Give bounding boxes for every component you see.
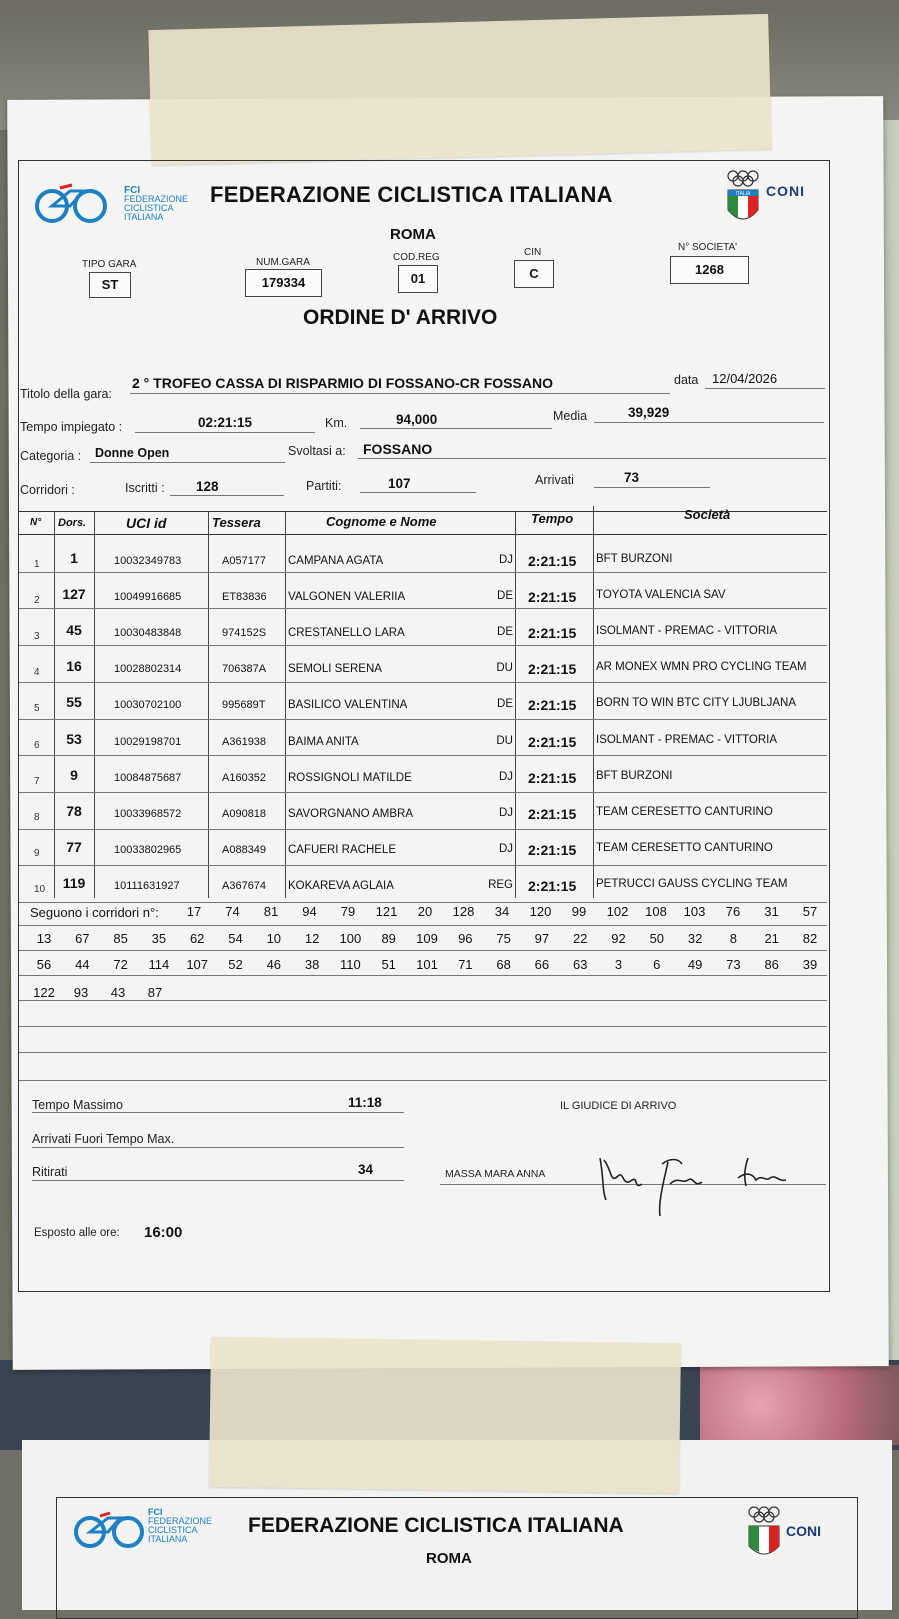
following-number: 38 <box>304 957 320 972</box>
race-title: 2 ° TROFEO CASSA DI RISPARMIO DI FOSSANO-CR FOSSANO <box>132 375 553 391</box>
partiti-underline <box>360 492 476 493</box>
cell-cat: DE <box>497 698 513 711</box>
following-number: 73 <box>726 957 741 972</box>
cell-cat: DE <box>497 626 513 639</box>
following-number: 67 <box>75 931 90 946</box>
media-underline <box>594 422 824 423</box>
cell-tessera: ET83836 <box>222 591 267 604</box>
fci-abbrev: FCI <box>148 1507 163 1517</box>
cell-name: CAFUERI RACHELE <box>288 843 396 856</box>
second-sheet-title: FEDERAZIONE CICLISTICA ITALIANA <box>248 1514 624 1537</box>
second-sheet-city: ROMA <box>426 1550 472 1567</box>
esposto-label: Esposto alle ore: <box>34 1227 120 1239</box>
cell-team: TEAM CERESETTO CANTURINO <box>596 841 773 854</box>
cell-pos: 7 <box>34 775 40 787</box>
tipo-gara-box: ST <box>89 272 131 298</box>
cell-uci: 10033802965 <box>114 843 182 856</box>
following-number: 96 <box>458 931 473 946</box>
cell-tessera: A088349 <box>222 843 267 856</box>
cell-cat: DJ <box>498 806 513 819</box>
following-number: 122 <box>33 985 55 1000</box>
cell-pos: 6 <box>34 739 40 751</box>
cell-name: SEMOLI SERENA <box>288 663 382 676</box>
federation-title: FEDERAZIONE CICLISTICA ITALIANA <box>210 182 613 207</box>
following-number: 52 <box>228 957 243 972</box>
following-number: 92 <box>611 931 626 946</box>
cell-time: 2:21:15 <box>528 589 577 606</box>
cell-pos: 8 <box>34 811 40 823</box>
cell-uci: 10028802314 <box>114 663 182 676</box>
cell-team: TOYOTA VALENCIA SAV <box>596 589 726 602</box>
fci-abbrev: FCI <box>124 185 141 196</box>
following-number: 12 <box>304 931 320 946</box>
fci-sub-3: ITALIANA <box>124 212 164 222</box>
cell-tessera: 995689T <box>222 699 266 712</box>
fci-sub-1: FEDERAZIONE <box>124 194 189 204</box>
iscritti-label: Iscritti : <box>125 481 165 495</box>
following-number: 101 <box>416 957 438 972</box>
partiti-value: 107 <box>388 476 411 491</box>
following-number: 79 <box>340 904 356 919</box>
row-divider <box>19 755 827 756</box>
following-number: 107 <box>186 957 209 972</box>
cell-cat: DU <box>496 662 513 675</box>
race-category: Donne Open <box>95 446 170 460</box>
following-number: 75 <box>496 931 511 946</box>
header-name: Cognome e Nome <box>326 514 437 529</box>
cell-tessera: A057177 <box>222 555 267 567</box>
cell-tessera: A367674 <box>222 879 267 892</box>
cell-cat: DU <box>496 734 513 747</box>
document-title: ORDINE D' ARRIVO <box>303 306 498 329</box>
signature-icon <box>598 1150 798 1220</box>
arrivati-value: 73 <box>624 470 640 485</box>
masking-tape-top <box>148 14 771 165</box>
ritirati-underline <box>32 1180 404 1181</box>
cell-dors: 119 <box>62 874 86 891</box>
num-societa-box: 1268 <box>670 256 749 284</box>
cell-tessera: A090818 <box>222 807 267 820</box>
cell-time: 2:21:15 <box>528 661 577 678</box>
cell-pos: 9 <box>34 847 40 859</box>
svoltasi-label: Svoltasi a: <box>288 444 346 458</box>
header-pos: N° <box>30 517 42 528</box>
header-dors: Dors. <box>58 517 87 529</box>
cell-tessera: 974152S <box>222 627 267 640</box>
cell-uci: 10084875687 <box>114 771 182 784</box>
race-media: 39,929 <box>628 405 670 420</box>
following-number: 31 <box>764 904 779 919</box>
following-number: 97 <box>534 931 550 946</box>
cell-uci: 10032349783 <box>114 555 182 567</box>
following-number: 66 <box>534 957 550 972</box>
cell-cat: DE <box>497 590 513 603</box>
following-number: 56 <box>36 957 52 972</box>
km-underline <box>360 428 552 429</box>
tempo-massimo-label: Tempo Massimo <box>32 1098 123 1112</box>
following-number: 44 <box>75 957 90 972</box>
fci-sub-2: CICLISTICA <box>148 1525 198 1535</box>
cell-pos: 1 <box>34 559 40 570</box>
ritirati-value: 34 <box>358 1162 374 1177</box>
following-number: 93 <box>73 985 89 1000</box>
header-team: Società <box>684 507 731 522</box>
cell-name: BASILICO VALENTINA <box>288 699 408 712</box>
following-number: 51 <box>381 957 396 972</box>
following-number: 10 <box>266 931 282 946</box>
cell-uci: 10049916685 <box>114 591 182 604</box>
cell-uci: 10030702100 <box>114 699 182 712</box>
coni-logo-icon <box>744 1504 784 1564</box>
following-number: 94 <box>302 904 317 919</box>
following-number: 49 <box>687 957 703 972</box>
cell-pos: 10 <box>34 883 46 895</box>
row-divider <box>19 608 827 609</box>
following-number: 68 <box>496 957 511 972</box>
arrivati-label: Arrivati <box>535 473 574 487</box>
federation-city: ROMA <box>390 226 436 243</box>
following-number: 72 <box>113 957 128 972</box>
corridori-label: Corridori : <box>20 483 75 497</box>
cell-dors: 53 <box>66 730 82 747</box>
italia-text: ITALIA <box>735 191 751 197</box>
cell-dors: 78 <box>66 802 82 819</box>
cod-reg-box: 01 <box>398 265 438 293</box>
cell-uci: 10033968572 <box>114 807 182 820</box>
following-number: 34 <box>494 904 510 919</box>
cell-tessera: 706387A <box>222 663 267 676</box>
tempo-underline <box>135 432 315 433</box>
coni-text: CONI <box>766 183 805 199</box>
cell-dors: 77 <box>66 838 82 855</box>
ritirati-label: Ritirati <box>32 1165 68 1179</box>
cell-uci: 10111631927 <box>114 879 180 892</box>
cell-cat: REG <box>488 878 513 891</box>
fci-sub-3: ITALIANA <box>148 1534 188 1544</box>
tempo-massimo-value: 11:18 <box>348 1095 382 1110</box>
tipo-gara-label: TIPO GARA <box>82 259 137 270</box>
categoria-label: Categoria : <box>20 449 82 463</box>
following-number: 50 <box>649 931 665 946</box>
fuori-tempo-underline <box>32 1147 404 1148</box>
follow-line <box>19 925 827 926</box>
cell-dors: 45 <box>66 622 82 639</box>
follow-line <box>19 975 827 976</box>
fci-sub-2: CICLISTICA <box>124 203 174 213</box>
following-number: 82 <box>802 931 818 946</box>
following-number: 62 <box>189 931 205 946</box>
cell-time: 2:21:15 <box>528 733 577 750</box>
cell-cat: DJ <box>498 770 513 783</box>
titolo-label: Titolo della gara: <box>20 387 112 401</box>
cell-uci: 10030483848 <box>114 627 182 640</box>
num-societa-label: N° SOCIETA' <box>678 242 738 253</box>
following-label: Seguono i corridori n°: <box>30 905 159 920</box>
following-number: 57 <box>802 904 818 919</box>
following-number: 54 <box>228 931 243 946</box>
cin-box: C <box>514 260 554 288</box>
cell-pos: 3 <box>34 631 40 643</box>
table-header-border <box>19 534 827 535</box>
col-divider <box>593 506 594 898</box>
header-uci: UCI id <box>126 515 167 531</box>
row-divider <box>19 902 827 903</box>
svoltasi-underline <box>358 458 826 459</box>
cell-time: 2:21:15 <box>528 769 577 786</box>
following-number: 20 <box>417 904 433 919</box>
tempo-label: Tempo impiegato : <box>20 420 123 434</box>
cell-name: KOKAREVA AGLAIA <box>288 879 394 892</box>
header-tessera: Tessera <box>212 515 261 530</box>
row-divider <box>19 682 827 683</box>
cell-team: ISOLMANT - PREMAC - VITTORIA <box>596 733 778 746</box>
following-number: 102 <box>606 904 629 919</box>
fci-small-text <box>124 186 188 222</box>
km-label: Km. <box>325 416 348 430</box>
follow-line <box>19 1026 827 1027</box>
cell-tessera: A361938 <box>222 735 267 748</box>
following-number: 6 <box>653 957 661 972</box>
col-divider <box>208 512 209 898</box>
following-number: 46 <box>266 957 282 972</box>
following-number: 109 <box>416 931 438 946</box>
cell-time: 2:21:15 <box>528 841 577 858</box>
following-number: 21 <box>764 931 779 946</box>
masking-tape-bottom <box>209 1337 681 1494</box>
cell-dors: 9 <box>70 766 78 783</box>
row-divider <box>19 829 827 830</box>
fci-sub-1: FEDERAZIONE <box>148 1516 213 1526</box>
following-number: 17 <box>186 904 202 919</box>
arrivati-underline <box>594 487 710 488</box>
race-km: 94,000 <box>396 412 438 427</box>
following-number: 128 <box>452 904 475 919</box>
cell-team: TEAM CERESETTO CANTURINO <box>596 805 773 818</box>
cell-time: 2:21:15 <box>528 805 577 822</box>
iscritti-underline <box>170 495 284 496</box>
cell-name: ROSSIGNOLI MATILDE <box>288 771 412 784</box>
cell-tessera: A160352 <box>222 771 267 784</box>
following-number: 81 <box>263 904 279 919</box>
num-gara-box: 179334 <box>245 269 322 297</box>
cell-name: VALGONEN VALERIIA <box>288 591 406 604</box>
row-divider <box>19 572 827 573</box>
cell-time: 2:21:15 <box>528 697 577 714</box>
following-number: 114 <box>148 957 170 972</box>
iscritti-value: 128 <box>196 479 219 494</box>
cell-dors: 55 <box>66 694 82 711</box>
following-number: 99 <box>571 904 587 919</box>
race-date: 12/04/2026 <box>712 371 778 386</box>
cell-pos: 5 <box>34 703 40 715</box>
giudice-label: IL GIUDICE DI ARRIVO <box>560 1100 677 1112</box>
partiti-label: Partiti: <box>306 479 342 493</box>
cell-name: CRESTANELLO LARA <box>288 627 405 640</box>
cell-time: 2:21:15 <box>528 553 577 569</box>
esposto-value: 16:00 <box>144 1224 183 1241</box>
cell-team: BFT BURZONI <box>596 769 673 782</box>
following-number: 89 <box>381 931 396 946</box>
coni-logo-icon <box>722 168 764 228</box>
row-divider <box>19 645 827 646</box>
col-divider <box>515 512 516 898</box>
categoria-underline <box>90 462 285 463</box>
fci-logo-icon <box>70 1510 150 1550</box>
row-divider <box>19 865 827 866</box>
fci-logo-icon <box>32 182 112 226</box>
cell-name: CAMPANA AGATA <box>288 555 384 567</box>
following-number: 121 <box>375 904 398 919</box>
cell-dors: 127 <box>62 586 86 603</box>
cell-time: 2:21:15 <box>528 625 577 642</box>
following-number: 120 <box>529 904 552 919</box>
following-number: 108 <box>645 904 667 919</box>
cin-label: CIN <box>524 247 542 258</box>
cell-time: 2:21:15 <box>528 877 577 894</box>
cell-pos: 4 <box>34 667 40 679</box>
following-number: 76 <box>725 904 741 919</box>
following-number: 39 <box>802 957 818 972</box>
following-number: 22 <box>572 931 588 946</box>
race-location: FOSSANO <box>363 441 433 457</box>
following-number: 71 <box>458 957 473 972</box>
data-label: data <box>674 373 699 387</box>
header-time: Tempo <box>531 511 574 526</box>
following-number: 110 <box>340 957 361 972</box>
data-underline <box>705 388 825 389</box>
media-label: Media <box>553 409 588 423</box>
cell-team: ISOLMANT - PREMAC - VITTORIA <box>596 625 778 638</box>
cell-team: BFT BURZONI <box>596 553 673 565</box>
cell-uci: 10029198701 <box>114 735 182 748</box>
following-number: 3 <box>614 957 623 972</box>
following-number: 100 <box>339 931 362 946</box>
following-number: 43 <box>110 985 126 1000</box>
cell-dors: 16 <box>66 658 82 675</box>
row-divider <box>19 792 827 793</box>
giudice-name: MASSA MARA ANNA <box>445 1168 546 1180</box>
cell-pos: 2 <box>34 595 40 607</box>
following-number: 85 <box>113 931 128 946</box>
race-time: 02:21:15 <box>198 415 253 430</box>
follow-line <box>19 1000 827 1001</box>
following-number: 32 <box>687 931 703 946</box>
fci-small-text <box>148 1508 212 1544</box>
tempo-massimo-underline <box>32 1112 404 1113</box>
following-number: 63 <box>572 957 588 972</box>
following-number: 86 <box>764 957 779 972</box>
num-gara-label: NUM.GARA <box>256 257 310 268</box>
row-divider <box>19 719 827 720</box>
following-number: 13 <box>36 931 52 946</box>
following-number: 87 <box>147 985 163 1000</box>
cell-name: BAIMA ANITA <box>288 735 359 748</box>
fuori-tempo-label: Arrivati Fuori Tempo Max. <box>32 1132 175 1146</box>
titolo-underline <box>130 393 670 394</box>
cell-team: BORN TO WIN BTC CITY LJUBLJANA <box>596 697 797 710</box>
cell-team: PETRUCCI GAUSS CYCLING TEAM <box>596 877 788 890</box>
cell-team: AR MONEX WMN PRO CYCLING TEAM <box>596 661 807 674</box>
second-coni-text: CONI <box>786 1523 821 1539</box>
background-flowers <box>700 1365 899 1445</box>
col-divider <box>285 512 286 898</box>
cell-cat: DJ <box>498 554 513 566</box>
following-number: 103 <box>683 904 706 919</box>
follow-line <box>19 1052 827 1053</box>
cell-name: SAVORGNANO AMBRA <box>288 807 414 820</box>
following-number: 74 <box>225 904 240 919</box>
following-number: 8 <box>729 931 737 946</box>
follow-line <box>19 950 827 951</box>
following-number: 35 <box>151 931 167 946</box>
follow-line <box>19 1080 827 1081</box>
cod-reg-label: COD.REG <box>393 252 440 263</box>
cell-dors: 1 <box>70 550 78 566</box>
cell-cat: DJ <box>498 842 513 855</box>
col-divider <box>94 512 95 898</box>
